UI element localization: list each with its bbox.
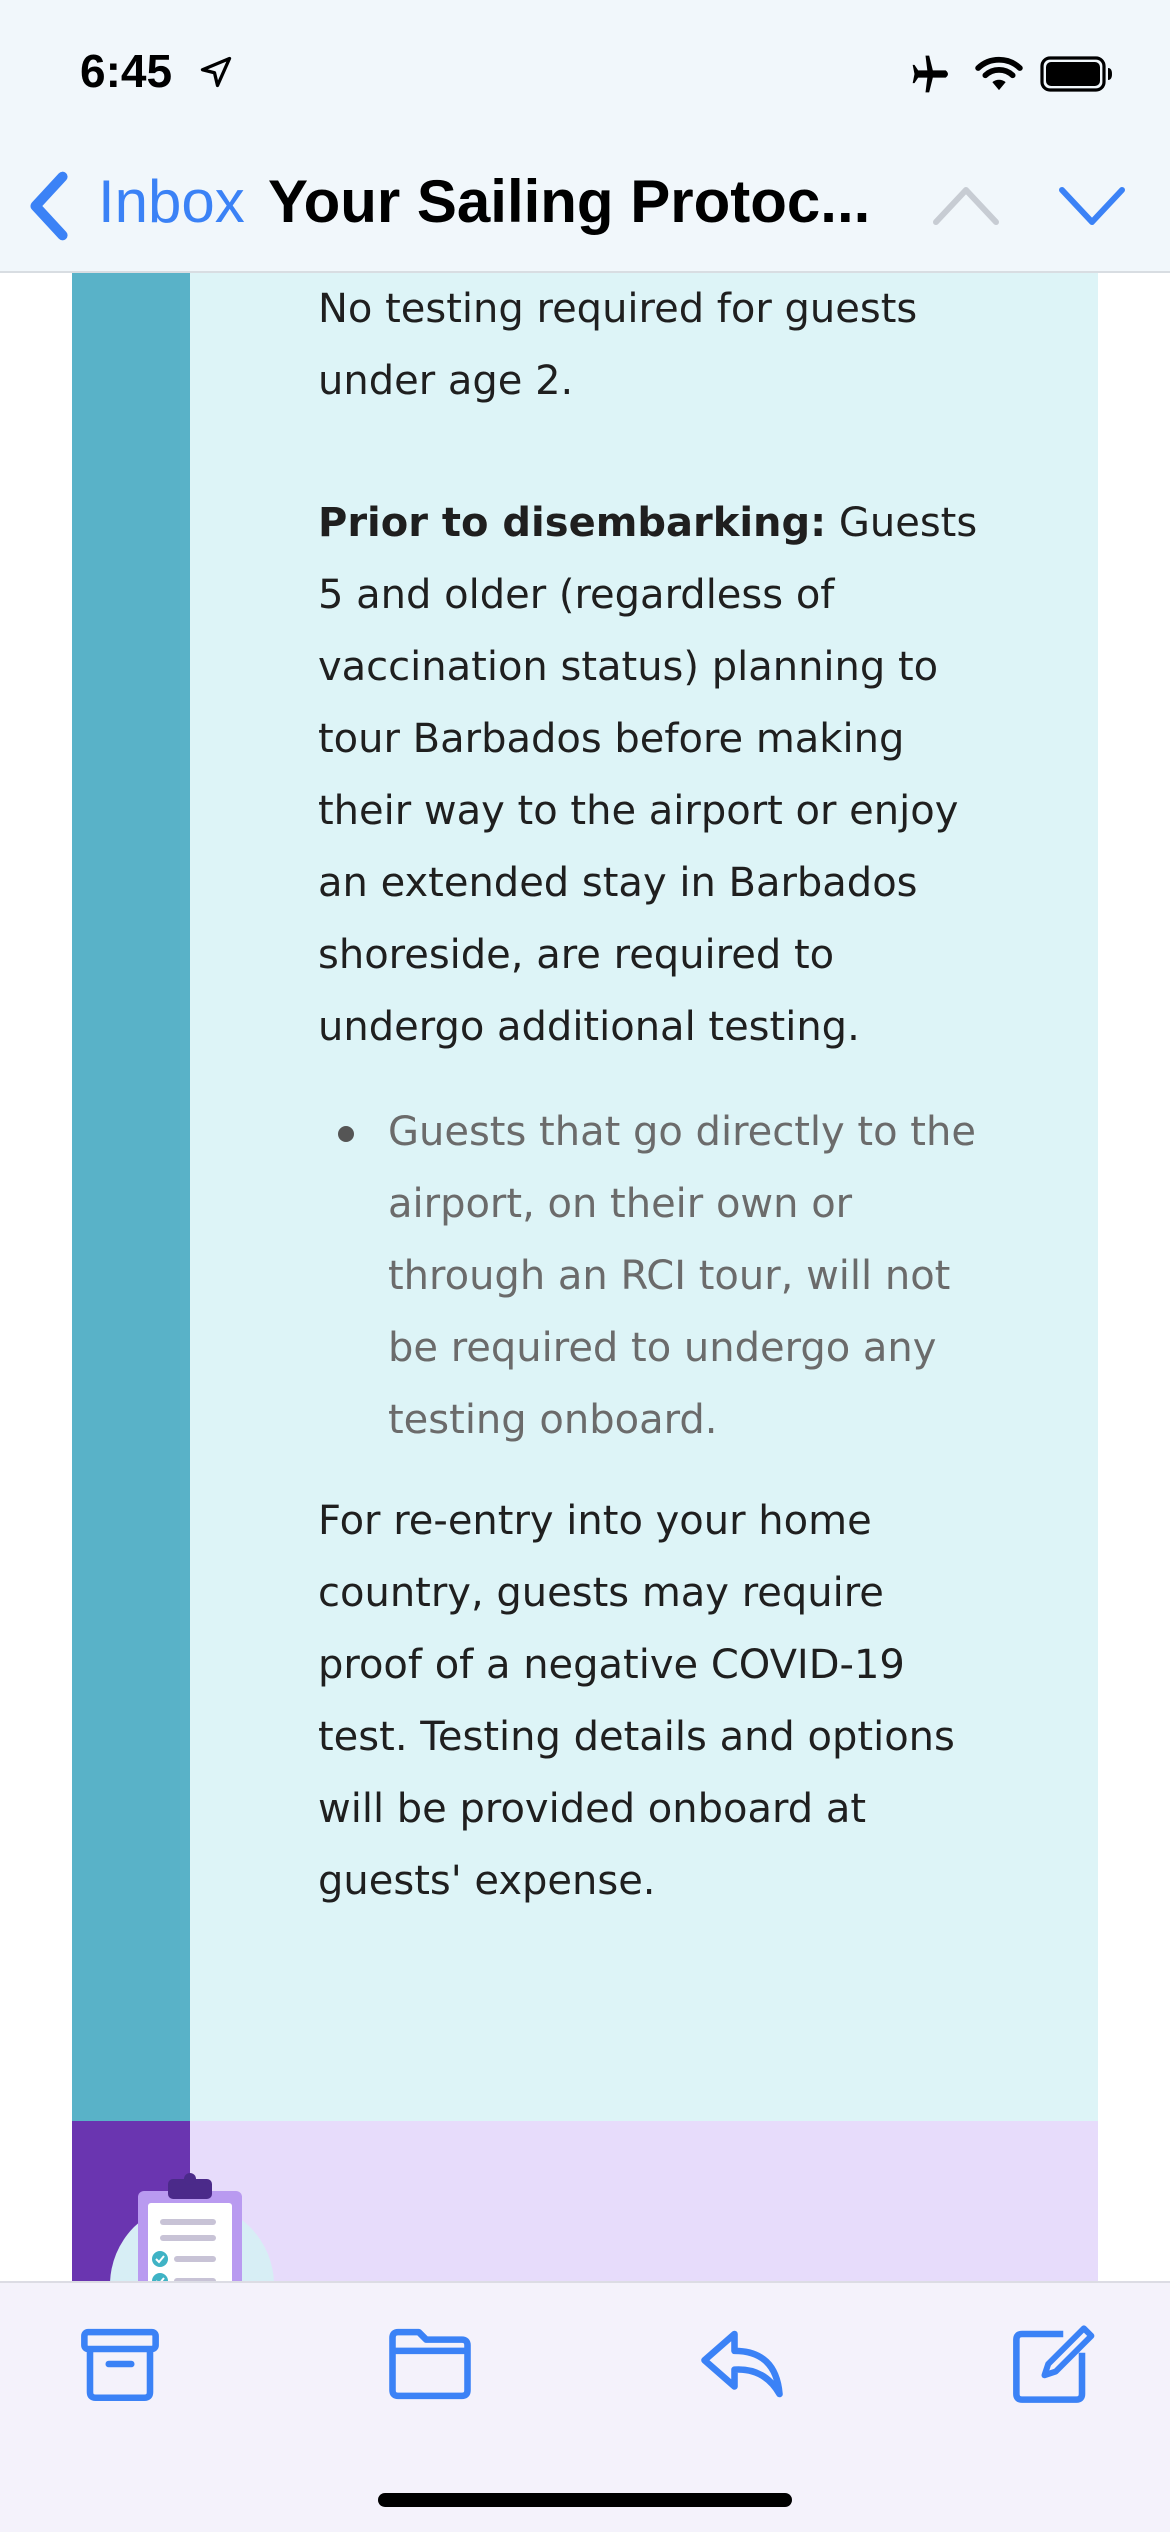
email-body[interactable]: [0, 273, 1170, 2281]
next-message-chevron-down-icon[interactable]: [1056, 180, 1128, 232]
battery-icon: [1040, 56, 1114, 92]
disembarking-heading: Prior to disembarking:: [318, 500, 827, 546]
reply-icon[interactable]: [694, 2319, 790, 2409]
disembarking-text: Guests 5 and older (regardless of vaccination status) planning to tour Barbados before making their way to the airport or enjoy an extended stay in Barbados shoreside, are required to undergo additional testing.: [318, 500, 978, 1050]
airplane-icon: [906, 52, 956, 96]
wifi-icon: [974, 54, 1024, 92]
teal-side-stripe: [72, 273, 190, 2121]
clipboard-checklist-icon: [108, 2173, 276, 2281]
status-time: 6:45: [80, 45, 173, 97]
back-chevron-icon[interactable]: [26, 170, 72, 242]
bottom-toolbar: [0, 2281, 1170, 2532]
archive-icon[interactable]: [72, 2319, 168, 2409]
compose-icon[interactable]: [1004, 2319, 1100, 2409]
previous-message-chevron-up-icon[interactable]: [930, 178, 1002, 230]
list-item-text: Guests that go directly to the airport, on their own or through an RCI tour, will not be required to undergo any testing onboard.: [388, 1109, 976, 1443]
paragraph-disembarking: [318, 487, 998, 1063]
back-to-inbox-link[interactable]: Inbox: [98, 168, 245, 235]
location-arrow-icon: [198, 54, 234, 90]
home-indicator[interactable]: [378, 2493, 792, 2507]
bullet-list: [388, 1096, 1008, 1456]
top-chrome: [0, 0, 1170, 273]
paragraph-age-testing: No testing required for guests under age 2.: [318, 286, 918, 404]
bullet-dot: [338, 1126, 354, 1142]
list-item: [388, 1096, 1008, 1456]
folder-icon[interactable]: [382, 2319, 478, 2409]
purple-content-panel: [190, 2121, 1098, 2281]
paragraph-reentry: For re-entry into your home country, guests may require proof of a negative COVID-19 test. Testing details and options will be provided onboard at guests' expense.: [318, 1498, 955, 1904]
email-subject-title: Your Sailing Protoc...: [268, 168, 871, 235]
